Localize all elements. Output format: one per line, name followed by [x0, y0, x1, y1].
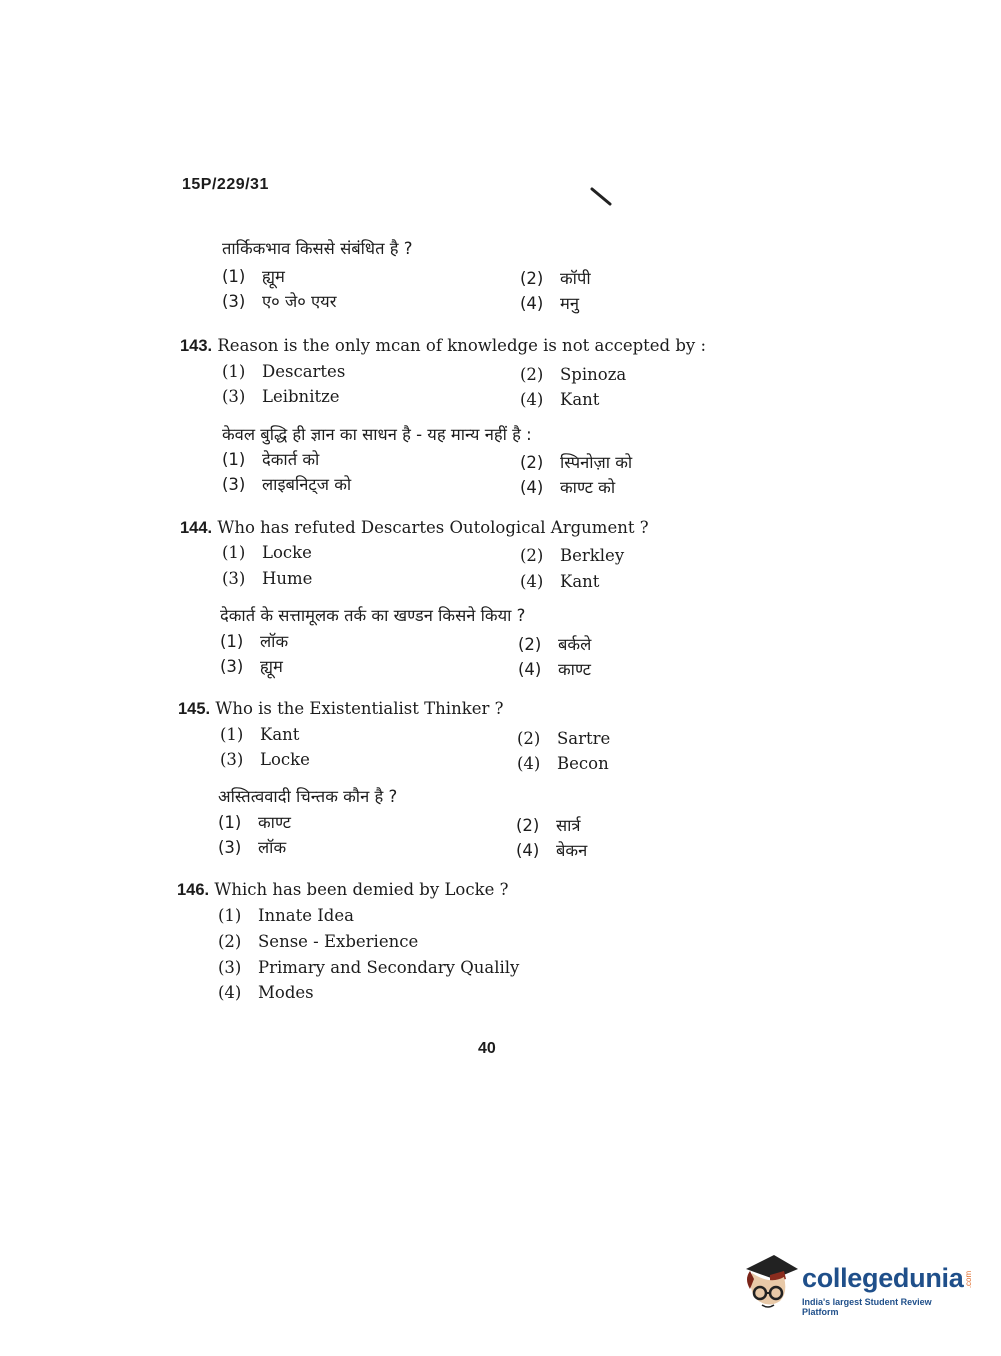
q143-hindi-option-4: (4) काण्ट को: [520, 478, 616, 497]
logo-tagline: India's largest Student Review Platform: [802, 1297, 932, 1317]
q145-question: 145. Who is the Existentialist Thinker ?: [178, 699, 504, 718]
pen-mark-icon: [590, 186, 614, 213]
q146-option-3: (3) Primary and Secondary Qualily: [218, 958, 520, 977]
logo-domain-suffix: .com: [964, 1270, 974, 1289]
q144-hindi-question: देकार्त के सत्तामूलक तर्क का खण्डन किसने किया ?: [220, 606, 526, 625]
q143-hindi-question: केवल बुद्धि ही ज्ञान का साधन है - यह मान्य नहीं है :: [222, 425, 532, 444]
q144-hindi-option-4: (4) काण्ट: [518, 660, 591, 679]
page-number: 40: [478, 1040, 496, 1057]
paper-code: 15P/229/31: [182, 176, 269, 193]
q144-hindi-option-2: (2) बर्कले: [518, 635, 592, 654]
collegedunia-logo[interactable]: [740, 1245, 974, 1317]
q142-option-4: (4) मनु: [520, 294, 580, 313]
q142-option-3: (3) ए० जे० एयर: [222, 292, 337, 311]
q142-hindi-question: तार्किकभाव किससे संबंधित है ?: [222, 239, 413, 258]
q143-hindi-option-1: (1) देकार्त को: [222, 450, 320, 469]
q146-option-1: (1) Innate Idea: [218, 906, 354, 925]
q144-hindi-option-3: (3) ह्यूम: [220, 657, 283, 676]
q145-hindi-question: अस्तित्ववादी चिन्तक कौन है ?: [218, 787, 398, 806]
q145-hindi-option-4: (4) बेकन: [516, 841, 588, 860]
q143-hindi-option-3: (3) लाइबनिट्ज को: [222, 475, 352, 494]
logo-wordmark: collegedunia: [802, 1263, 964, 1293]
q143-option-4: (4) Kant: [520, 390, 600, 409]
q143-question: 143. Reason is the only mcan of knowledge is not accepted by :: [180, 336, 707, 355]
q143-option-2: (2) Spinoza: [520, 365, 627, 384]
q142-option-1: (1) ह्यूम: [222, 267, 285, 286]
q145-option-4: (4) Becon: [517, 754, 609, 773]
q146-option-2: (2) Sense - Exberience: [218, 932, 419, 951]
q143-option-1: (1) Descartes: [222, 362, 346, 381]
q145-option-1: (1) Kant: [220, 725, 300, 744]
q146-option-4: (4) Modes: [218, 983, 314, 1002]
q146-question: 146. Which has been demied by Locke ?: [177, 880, 509, 899]
q144-option-3: (3) Hume: [222, 569, 313, 588]
q143-option-3: (3) Leibnitze: [222, 387, 340, 406]
q144-option-2: (2) Berkley: [520, 546, 625, 565]
q145-hindi-option-3: (3) लॉक: [218, 838, 287, 857]
q145-hindi-option-1: (1) काण्ट: [218, 813, 291, 832]
q142-option-2: (2) कॉपी: [520, 269, 591, 288]
q143-hindi-option-2: (2) स्पिनोज़ा को: [520, 453, 633, 472]
mascot-logo-icon: [740, 1249, 800, 1317]
q144-hindi-option-1: (1) लॉक: [220, 632, 289, 651]
q145-option-3: (3) Locke: [220, 750, 310, 769]
q144-question: 144. Who has refuted Descartes Outological Argument ?: [180, 518, 649, 537]
q145-option-2: (2) Sartre: [517, 729, 611, 748]
q145-hindi-option-2: (2) सार्त्र: [516, 816, 581, 835]
q144-option-4: (4) Kant: [520, 572, 600, 591]
q144-option-1: (1) Locke: [222, 543, 312, 562]
